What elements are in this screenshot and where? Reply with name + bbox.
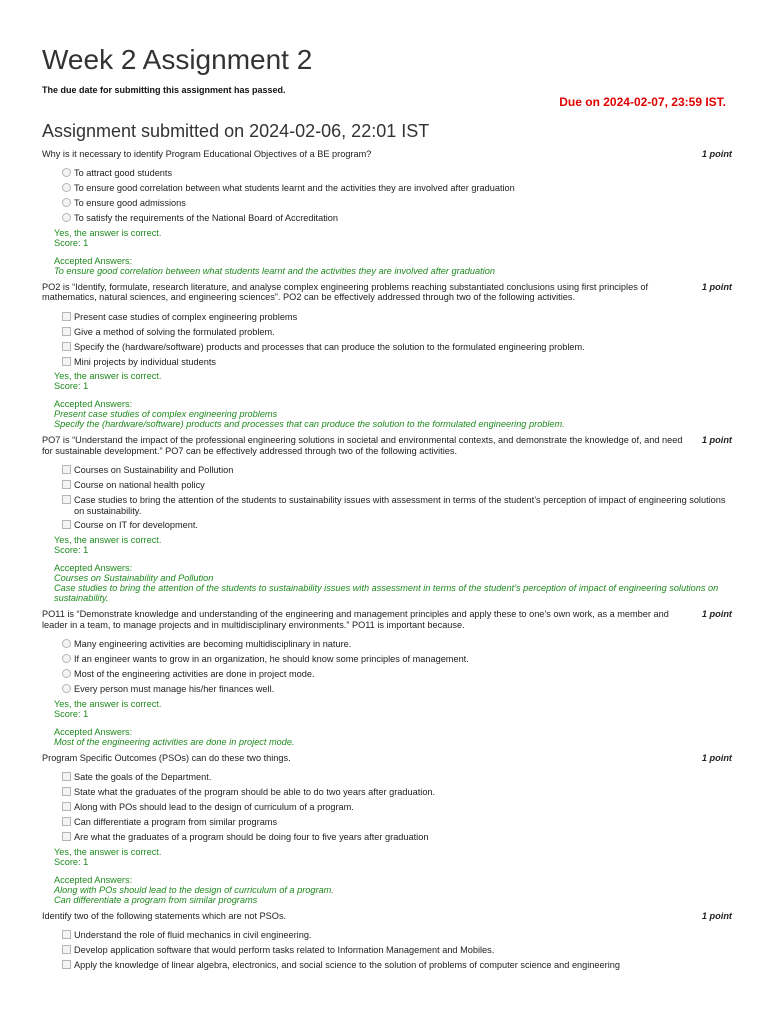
option-label: Every person must manage his/her finances well.: [74, 683, 275, 694]
option-label: To ensure good admissions: [74, 198, 186, 209]
option-label: Courses on Sustainability and Pollution: [74, 465, 234, 476]
options-list: [62, 639, 732, 694]
accepted-answer: Specify the (hardware/software) products and processes that can produce the solution to the formulated engineering problem.: [54, 419, 565, 430]
accepted-answer: Can differentiate a program from similar programs: [54, 894, 258, 905]
checkbox[interactable]: [62, 520, 71, 529]
option-item[interactable]: [62, 654, 732, 664]
question-points: 1 point: [701, 752, 732, 763]
accepted-answer: Case studies to bring the attention of the students to sustainability issues with assessment in terms of the student’s perception of impact of engineering solutions on sustainability.: [54, 583, 719, 604]
options-list: [62, 312, 732, 367]
checkbox[interactable]: [62, 945, 71, 954]
radio-button[interactable]: [62, 183, 71, 192]
score-text: Score: 1: [54, 545, 89, 556]
question-points: 1 point: [701, 282, 732, 293]
option-item[interactable]: [62, 520, 732, 530]
option-label: Course on national health policy: [74, 480, 205, 491]
question-header: [42, 282, 732, 303]
question-block: [42, 911, 732, 971]
accepted-answer: Most of the engineering activities are done in project mode.: [54, 736, 295, 747]
answer-feedback: [54, 699, 732, 747]
question-header: [42, 911, 732, 921]
score-text: Score: 1: [54, 856, 89, 867]
option-label: Most of the engineering activities are done in project mode.: [74, 668, 315, 679]
question-block: [42, 753, 732, 911]
option-item[interactable]: [62, 817, 732, 827]
correct-message: Yes, the answer is correct.: [54, 535, 162, 546]
option-label: Case studies to bring the attention of the students to sustainability issues with assessment in terms of the student’s perception of impact of engineering solutions on sustainability.: [74, 495, 726, 516]
option-item[interactable]: [62, 787, 732, 797]
question-text: Identify two of the following statements which are not PSOs.: [42, 910, 287, 921]
option-label: Course on IT for development.: [74, 520, 198, 531]
answer-feedback: [54, 371, 732, 429]
correct-message: Yes, the answer is correct.: [54, 228, 162, 239]
option-item[interactable]: [62, 198, 732, 208]
option-label: Understand the role of fluid mechanics in civil engineering.: [74, 930, 312, 941]
option-label: Specify the (hardware/software) products and processes that can produce the solution to the formulated engineering problem.: [74, 341, 585, 352]
radio-button[interactable]: [62, 669, 71, 678]
score-text: Score: 1: [54, 238, 89, 249]
option-item[interactable]: [62, 832, 732, 842]
option-label: If an engineer wants to grow in an organization, he should know some principles of management.: [74, 654, 469, 665]
accepted-answers-label: Accepted Answers:: [54, 399, 133, 410]
option-label: State what the graduates of the program should be able to do two years after graduation.: [74, 787, 436, 798]
option-item[interactable]: [62, 772, 732, 782]
option-label: To ensure good correlation between what students learnt and the activities they are involved after graduation: [74, 183, 515, 194]
accepted-answers-label: Accepted Answers:: [54, 256, 133, 267]
accepted-answers-label: Accepted Answers:: [54, 726, 133, 737]
accepted-answers-label: Accepted Answers:: [54, 874, 133, 885]
option-label: Develop application software that would perform tasks related to Information Management and Mobiles.: [74, 945, 495, 955]
correct-message: Yes, the answer is correct.: [54, 698, 162, 709]
checkbox[interactable]: [62, 832, 71, 841]
checkbox[interactable]: [62, 787, 71, 796]
question-block: [42, 609, 732, 752]
option-item[interactable]: [62, 183, 732, 193]
question-text: PO2 is “Identify, formulate, research literature, and analyse complex engineering problems reaching substantiated conclusions using first principles of mathematics, natural sciences, and engineering sciences”. PO2 can be effectively addressed through two of the following activities.: [42, 282, 649, 303]
radio-button[interactable]: [62, 213, 71, 222]
due-passed-note: The due date for submitting this assignment has passed.: [42, 85, 286, 95]
option-item[interactable]: [62, 213, 732, 223]
correct-message: Yes, the answer is correct.: [54, 846, 162, 857]
checkbox[interactable]: [62, 960, 71, 969]
question-list: [42, 149, 732, 975]
answer-feedback: [54, 535, 732, 603]
checkbox[interactable]: [62, 480, 71, 489]
option-item[interactable]: [62, 960, 732, 970]
option-item[interactable]: [62, 357, 732, 367]
question-block: [42, 435, 732, 609]
option-item[interactable]: [62, 669, 732, 679]
radio-button[interactable]: [62, 639, 71, 648]
question-header: [42, 149, 732, 159]
question-header: [42, 753, 732, 763]
radio-button[interactable]: [62, 198, 71, 207]
option-label: Mini projects by individual students: [74, 356, 216, 367]
checkbox[interactable]: [62, 802, 71, 811]
radio-button[interactable]: [62, 654, 71, 663]
checkbox[interactable]: [62, 495, 71, 504]
question-block: [42, 282, 732, 435]
option-item[interactable]: [62, 945, 732, 955]
checkbox[interactable]: [62, 817, 71, 826]
question-header: [42, 609, 732, 630]
question-text: Why is it necessary to identify Program Educational Objectives of a BE program?: [42, 149, 372, 159]
options-list: [62, 465, 732, 531]
option-label: Many engineering activities are becoming multidisciplinary in nature.: [74, 639, 352, 650]
option-item[interactable]: [62, 480, 732, 490]
due-date: Due on 2024-02-07, 23:59 IST.: [559, 95, 726, 109]
question-points: 1 point: [701, 910, 732, 921]
question-points: 1 point: [701, 149, 732, 159]
page-title: Week 2 Assignment 2: [42, 44, 313, 75]
accepted-answer: Courses on Sustainability and Pollution: [54, 573, 214, 584]
checkbox[interactable]: [62, 465, 71, 474]
checkbox[interactable]: [62, 772, 71, 781]
checkbox[interactable]: [62, 357, 71, 366]
option-item[interactable]: [62, 342, 732, 352]
question-points: 1 point: [701, 435, 732, 446]
option-label: Sate the goals of the Department.: [74, 772, 212, 783]
options-list: [62, 168, 732, 223]
option-item[interactable]: [62, 802, 732, 812]
option-item[interactable]: [62, 465, 732, 475]
option-item[interactable]: [62, 168, 732, 178]
option-item[interactable]: [62, 495, 732, 516]
option-label: Are what the graduates of a program should be doing four to five years after graduation: [74, 831, 429, 842]
options-list: [62, 772, 732, 842]
submission-status: Assignment submitted on 2024-02-06, 22:01 IST: [42, 121, 430, 141]
option-item[interactable]: [62, 312, 732, 322]
answer-feedback: [54, 847, 732, 905]
accepted-answer: Along with POs should lead to the design of curriculum of a program.: [54, 884, 334, 895]
option-item[interactable]: [62, 327, 732, 337]
checkbox[interactable]: [62, 312, 71, 321]
checkbox[interactable]: [62, 930, 71, 939]
option-label: Give a method of solving the formulated problem.: [74, 326, 275, 337]
question-text: Program Specific Outcomes (PSOs) can do these two things.: [42, 752, 291, 763]
question-block: [42, 149, 732, 282]
option-label: Can differentiate a program from similar programs: [74, 816, 278, 827]
checkbox[interactable]: [62, 327, 71, 336]
option-label: Apply the knowledge of linear algebra, electronics, and social science to the solution of problems of computer science and engineering: [74, 959, 620, 970]
radio-button[interactable]: [62, 168, 71, 177]
score-text: Score: 1: [54, 708, 89, 719]
option-label: Along with POs should lead to the design of curriculum of a program.: [74, 801, 354, 812]
option-item[interactable]: [62, 684, 732, 694]
radio-button[interactable]: [62, 684, 71, 693]
question-points: 1 point: [701, 609, 732, 620]
question-header: [42, 435, 732, 456]
option-label: To attract good students: [74, 168, 173, 179]
checkbox[interactable]: [62, 342, 71, 351]
question-text: PO11 is “Demonstrate knowledge and understanding of the engineering and management principles and apply these to one’s own work, as a member and leader in a team, to manage projects and in multidisciplinary environments.” PO11 is important because.: [42, 609, 669, 630]
correct-message: Yes, the answer is correct.: [54, 371, 162, 382]
option-item[interactable]: [62, 930, 732, 940]
options-list: [62, 930, 732, 970]
accepted-answers-label: Accepted Answers:: [54, 563, 133, 574]
option-label: To satisfy the requirements of the National Board of Accreditation: [74, 213, 339, 224]
accepted-answer: To ensure good correlation between what students learnt and the activities they are involved after graduation: [54, 266, 495, 277]
score-text: Score: 1: [54, 381, 89, 392]
question-text: PO7 is “Understand the impact of the professional engineering solutions in societal and environmental contexts, and demonstrate the knowledge of, and need for sustainable development.” PO7 can be effectively addressed through two of the following activities.: [42, 435, 683, 456]
accepted-answer: Present case studies of complex engineering problems: [54, 409, 278, 420]
option-label: Present case studies of complex engineering problems: [74, 311, 298, 322]
answer-feedback: [54, 228, 732, 276]
option-item[interactable]: [62, 639, 732, 649]
